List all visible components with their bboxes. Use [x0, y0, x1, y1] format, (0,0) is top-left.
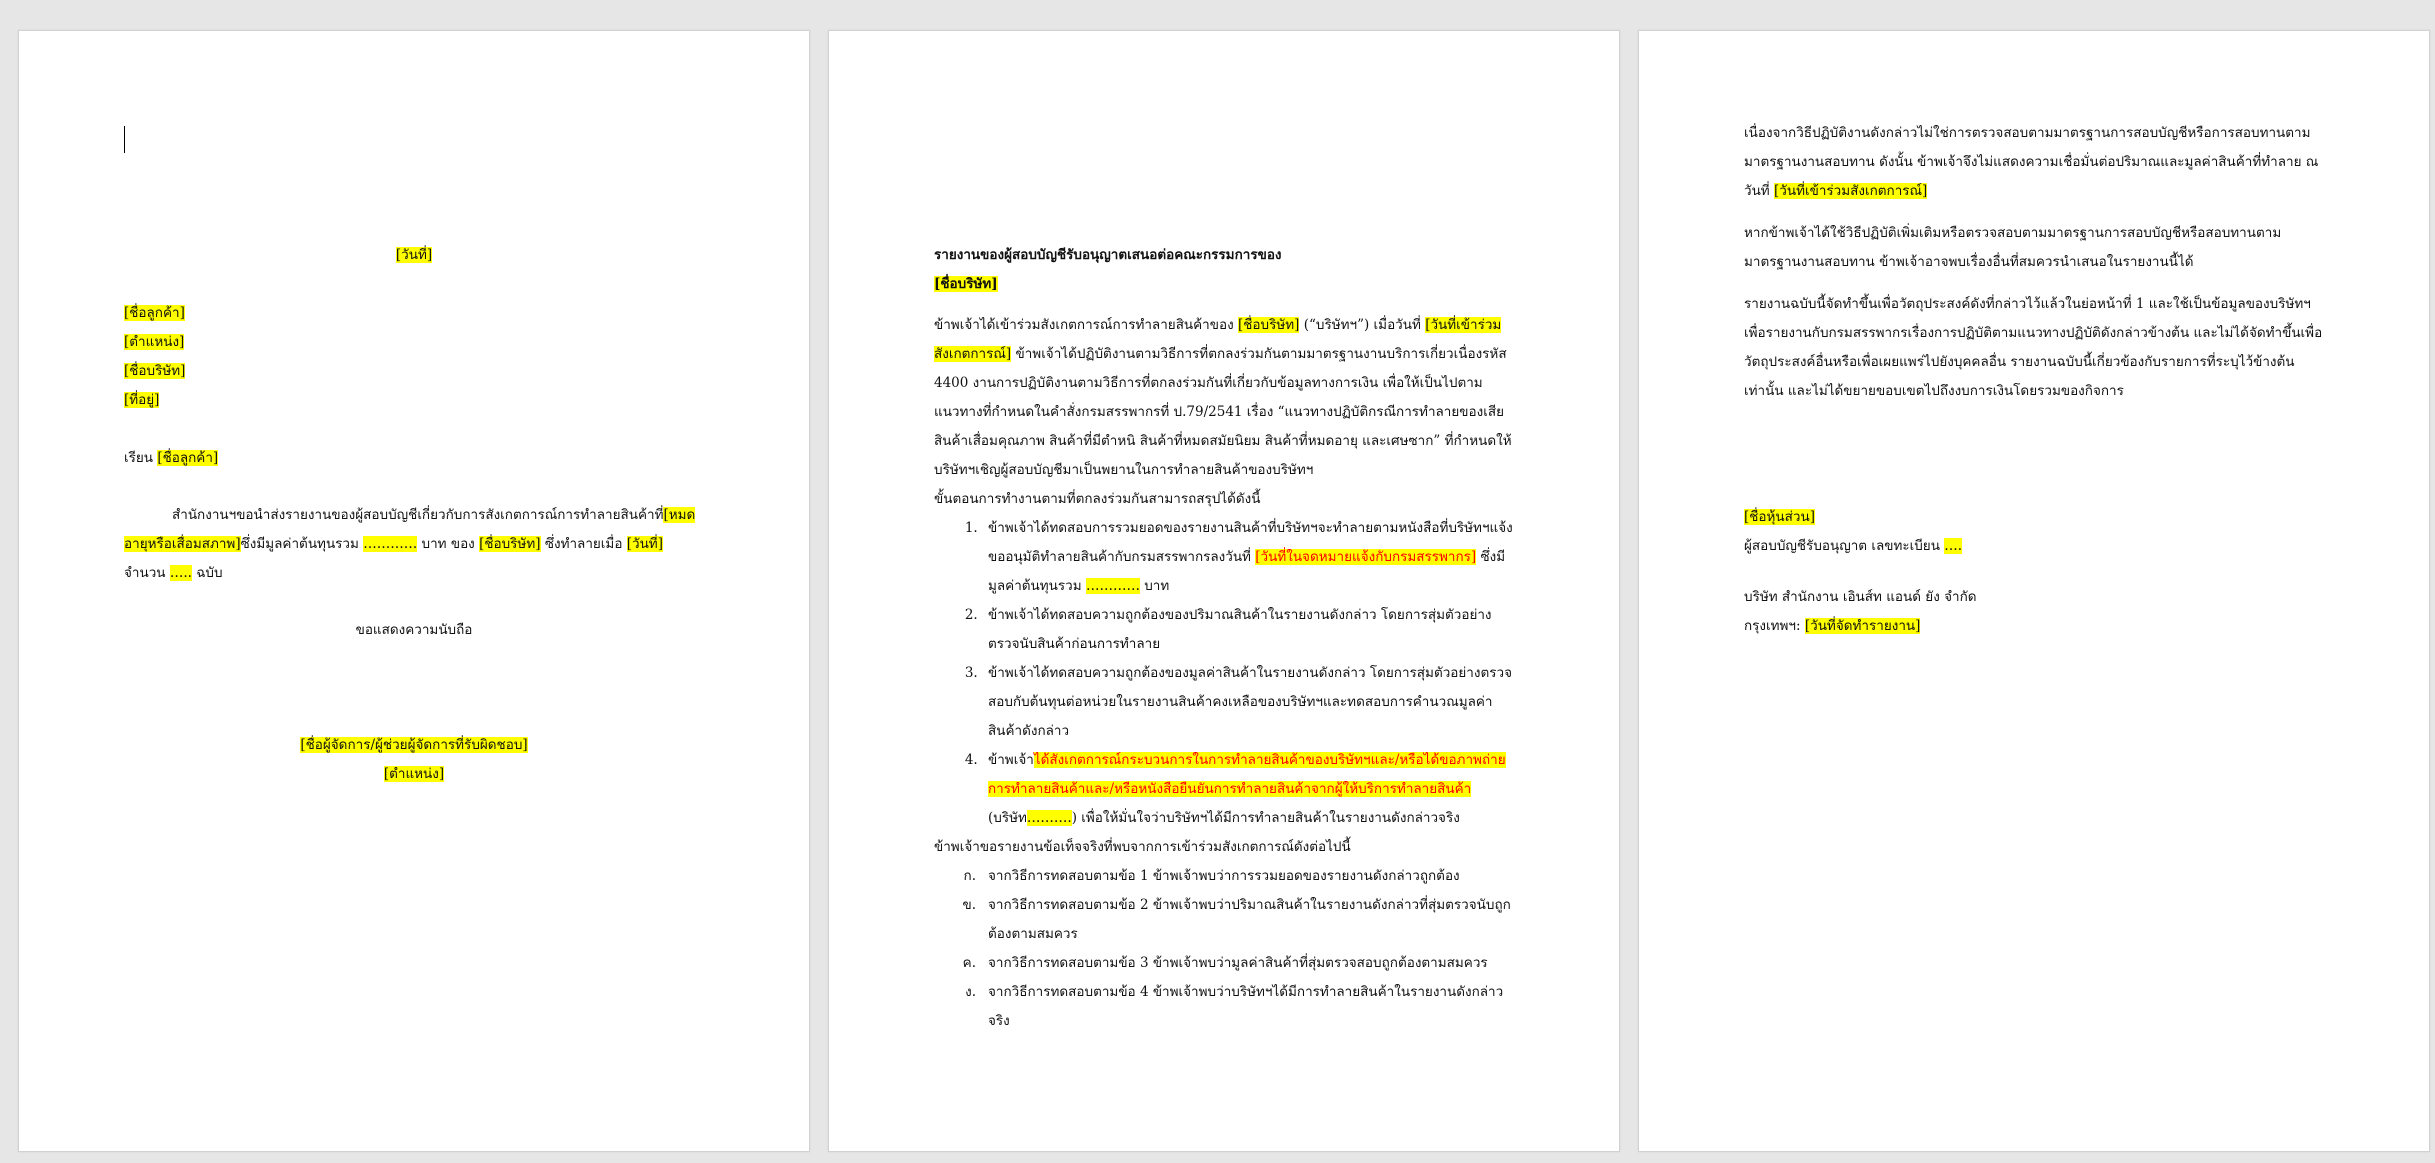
procedure-item-4[interactable]: 4. ข้าพเจ้าได้สังเกตการณ์กระบวนการในการทำลายสินค้าของบริษัทฯและ/หรือได้ขอภาพถ่ายการทำลายสินค้าและ/หรือหนังสือยืนยันการทำลายสินค้าจากผู้ให้บริการทำลายสินค้า (บริษัท……….) เพื่อให้มั่นใจว่าบริษัทฯได้มีการทำลายสินค้าในรายงานดังกล่าวจริง [982, 746, 1514, 833]
auditor-signature-block[interactable] [1744, 503, 2324, 641]
procedure-item-3[interactable]: 3. ข้าพเจ้าได้ทดสอบความถูกต้องของมูลค่าสินค้าในรายงานดังกล่าว โดยการสุ่มตัวอย่างตรวจสอบกับต้นทุนต่อหน่วยในรายงานสินค้าคงเหลือของบริษัทฯและทดสอบการคำนวณมูลค่าสินค้าดังกล่าว [982, 659, 1514, 746]
procedure-item-2[interactable]: 2. ข้าพเจ้าได้ทดสอบความถูกต้องของปริมาณสินค้าในรายงานดังกล่าว โดยการสุ่มตัวอย่างตรวจนับสินค้าก่อนการทำลาย [982, 601, 1514, 659]
finding-item[interactable]: ง. จากวิธีการทดสอบตามข้อ 4 ข้าพเจ้าพบว่าบริษัทฯได้มีการทำลายสินค้าในรายงานดังกล่าวจริง [965, 984, 1504, 1029]
firm-name: บริษัท สำนักงาน เอินส์ท แอนด์ ยัง จำกัด [1744, 589, 1977, 605]
partner-name: [ชื่อหุ้นส่วน] [1744, 509, 1815, 525]
closing-regards[interactable]: ขอแสดงความนับถือ [355, 622, 473, 638]
page-2-body [934, 241, 1514, 1036]
disclaimer-paragraph[interactable]: เนื่องจากวิธีปฏิบัติงานดังกล่าวไม่ใช่การตรวจสอบตามมาตรฐานการสอบบัญชีหรือการสอบทานตามมาตรฐานงานสอบทาน ดังนั้น ข้าพเจ้าจึงไม่แสดงความเชื่อมั่นต่อปริมาณและมูลค่าสินค้าที่ทำลาย ณ วันที่ [วันที่เข้าร่วมสังเกตการณ์] [1744, 125, 2319, 199]
report-title-block[interactable] [934, 241, 1514, 299]
procedures-intro[interactable]: ขั้นตอนการทำงานตามที่ตกลงร่วมกันสามารถสรุปได้ดังนี้ [934, 491, 1261, 507]
letter-body-paragraph[interactable]: สำนักงานฯขอนำส่งรายงานของผู้สอบบัญชีเกี่ยวกับการสังเกตการณ์การทำลายสินค้าที่[หมดอายุหรือเสื่อมสภาพ]ซึ่งมีมูลค่าต้นทุนรวม ………… บาท ของ [ชื่อบริษัท] ซึ่งทำลายเมื่อ [วันที่] จำนวน ….. ฉบับ [124, 507, 696, 581]
report-place-date: กรุงเทพฯ: [วันที่จัดทำรายงาน] [1744, 618, 1921, 634]
page-3[interactable] [1638, 30, 2430, 1152]
report-title: รายงานของผู้สอบบัญชีรับอนุญาตเสนอต่อคณะกรรมการของ [934, 247, 1282, 263]
page-3-body [1744, 119, 2324, 419]
additional-procedures-paragraph[interactable]: หากข้าพเจ้าได้ใช้วิธีปฏิบัติเพิ่มเติมหรือตรวจสอบตามมาตรฐานการสอบบัญชีหรือสอบทานตามมาตรฐานงานสอบทาน ข้าพเจ้าอาจพบเรื่องอื่นที่สมควรนำเสนอในรายงานนี้ได้ [1744, 225, 2282, 270]
finding-item[interactable]: ข. จากวิธีการทดสอบตามข้อ 2 ข้าพเจ้าพบว่าปริมาณสินค้าในรายงานดังกล่าวที่สุ่มตรวจนับถูกต้องตามสมควร [962, 897, 1511, 942]
procedures-list [934, 514, 1514, 833]
purpose-paragraph[interactable]: รายงานฉบับนี้จัดทำขึ้นเพื่อวัตถุประสงค์ดังที่กล่าวไว้แล้วในย่อหน้าที่ 1 และใช้เป็นข้อมูลของบริษัทฯเพื่อรายงานกับกรมสรรพากรเรื่องการปฏิบัติตามแนวทางปฏิบัติดังกล่าวข้างต้น และไม่ได้จัดทำขึ้นเพื่อวัตถุประสงค์อื่นหรือเพื่อเผยแพร่ไปยังบุคคลอื่น รายงานฉบับนี้เกี่ยวข้องกับรายการที่ระบุไว้ข้างต้นเท่านั้น และไม่ได้ขยายขอบเขตไปถึงงบการเงินโดยรวมของกิจการ [1744, 296, 2323, 399]
finding-item[interactable]: ค. จากวิธีการทดสอบตามข้อ 3 ข้าพเจ้าพบว่ามูลค่าสินค้าที่สุ่มตรวจสอบถูกต้องตามสมควร [962, 955, 1488, 971]
page-1[interactable] [18, 30, 810, 1152]
recipient-name: [ชื่อลูกค้า] [124, 305, 185, 321]
page-2[interactable] [828, 30, 1620, 1152]
findings-intro[interactable]: ข้าพเจ้าขอรายงานข้อเท็จจริงที่พบจากการเข้าร่วมสังเกตการณ์ดังต่อไปนี้ [934, 839, 1351, 855]
recipient-block[interactable] [124, 299, 185, 415]
salutation[interactable]: เรียน [ชื่อลูกค้า] [124, 450, 219, 466]
signature-block[interactable] [124, 731, 704, 789]
finding-item[interactable]: ก. จากวิธีการทดสอบตามข้อ 1 ข้าพเจ้าพบว่าการรวมยอดของรายงานดังกล่าวถูกต้อง [963, 868, 1460, 884]
report-intro-paragraph[interactable]: ข้าพเจ้าได้เข้าร่วมสังเกตการณ์การทำลายสินค้าของ [ชื่อบริษัท] (“บริษัทฯ”) เมื่อวันที่ [วันที่เข้าร่วมสังเกตการณ์] ข้าพเจ้าได้ปฏิบัติงานตามวิธีการที่ตกลงร่วมกันตามมาตรฐานงานบริการเกี่ยวเนื่องรหัส 4400 งานการปฏิบัติงานตามวิธีการที่ตกลงร่วมกันที่เกี่ยวกับข้อมูลทางการเงิน เพื่อให้เป็นไปตามแนวทางที่กำหนดในคำสั่งกรมสรรพากรที่ ป.79/2541 เรื่อง “แนวทางปฏิบัติกรณีการทำลายของเสีย สินค้าเสื่อมคุณภาพ สินค้าที่มีตำหนิ สินค้าที่หมดสมัยนิยม สินค้าที่หมดอายุ และเศษซาก” ที่กำหนดให้บริษัทฯเชิญผู้สอบบัญชีมาเป็นพยานในการทำลายสินค้าของบริษัทฯ [934, 317, 1512, 478]
findings-list [934, 862, 1514, 1036]
report-company: [ชื่อบริษัท] [934, 276, 998, 292]
recipient-title: [ตำแหน่ง] [124, 334, 185, 350]
signer-title: [ตำแหน่ง] [383, 766, 445, 782]
recipient-company: [ชื่อบริษัท] [124, 363, 186, 379]
letter-date[interactable]: [วันที่] [395, 247, 433, 263]
signer-name: [ชื่อผู้จัดการ/ผู้ช่วยผู้จัดการที่รับผิดชอบ] [300, 737, 528, 753]
page-1-body [124, 31, 704, 1131]
license-line: ผู้สอบบัญชีรับอนุญาต เลขทะเบียน …. [1744, 538, 1963, 554]
procedure-item-1[interactable]: 1. ข้าพเจ้าได้ทดสอบการรวมยอดของรายงานสินค้าที่บริษัทฯจะทำลายตามหนังสือที่บริษัทฯแจ้งขออนุมัติทำลายสินค้ากับกรมสรรพากรลงวันที่ [วันที่ในจดหมายแจ้งกับกรมสรรพากร] ซึ่งมีมูลค่าต้นทุนรวม ………… บาท [982, 514, 1514, 601]
recipient-address: [ที่อยู่] [124, 392, 160, 408]
